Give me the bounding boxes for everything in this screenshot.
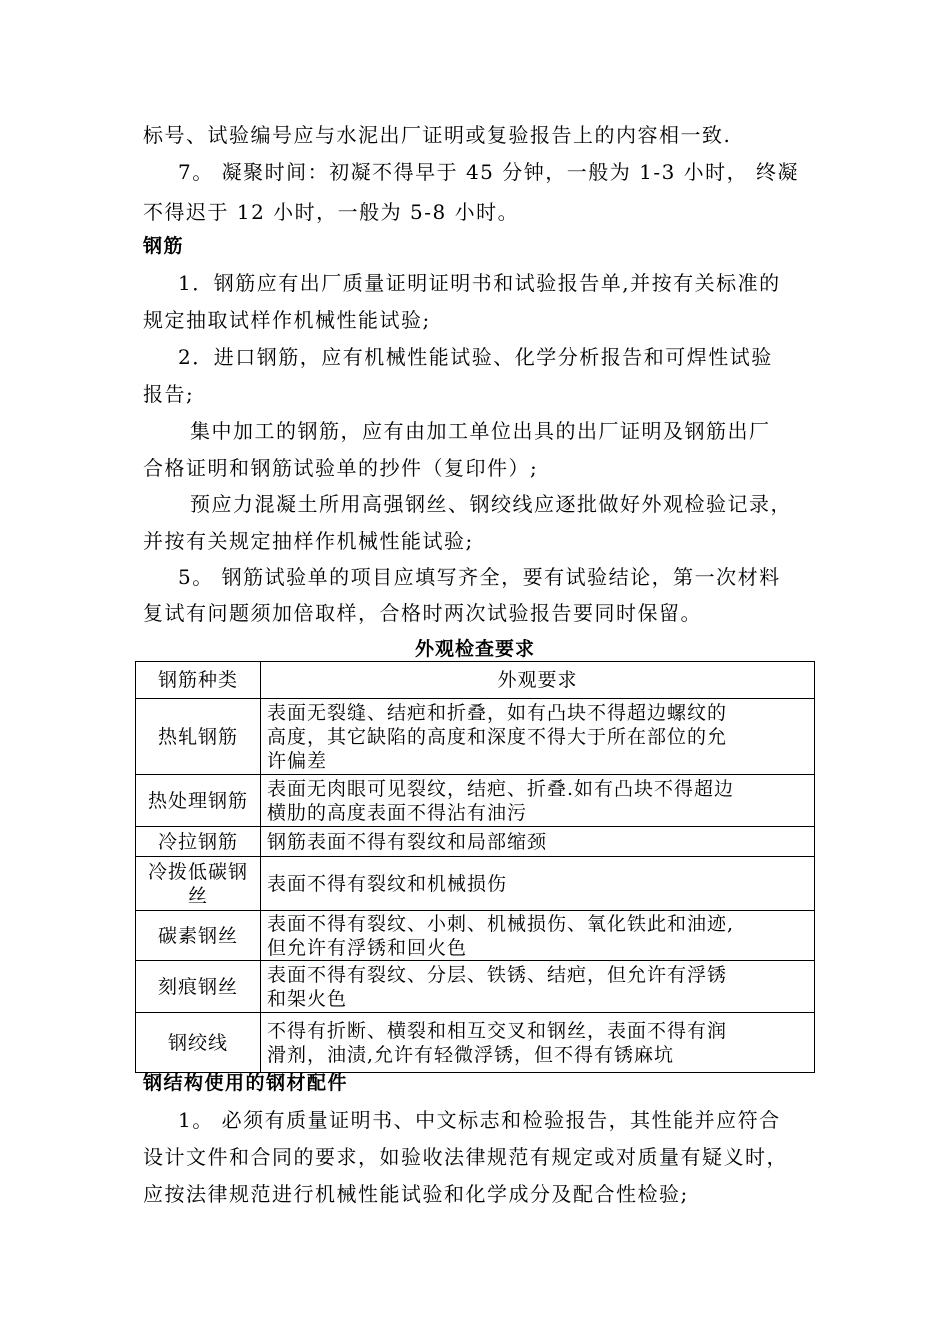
cell-line: 表面不得有裂纹和机械损伤	[267, 872, 508, 895]
requirement-cell	[261, 1013, 815, 1073]
cell-line: 热处理钢筋	[147, 789, 248, 812]
table-row	[136, 961, 815, 1013]
header-appearance-requirement: 外观要求	[261, 662, 815, 699]
rebar-type-cell	[136, 961, 261, 1013]
rebar-item-5-line: 5。 钢筋试验单的项目应填写齐全，要有试验结论，第一次材料	[178, 565, 781, 589]
rebar-type-cell	[136, 827, 261, 857]
cell-line: 许偏差	[267, 749, 328, 772]
requirement-cell	[261, 857, 815, 911]
header-rebar-type: 钢筋种类	[136, 662, 261, 699]
cell-line: 刻痕钢丝	[157, 975, 238, 998]
steel-item-1-line: 应按法律规范进行机械性能试验和化学成分及配合性检验;	[143, 1182, 689, 1206]
table-row	[136, 857, 815, 911]
rebar-item-4-line: 预应力混凝土所用高强钢丝、钢绞线应逐批做好外观检验记录，	[190, 492, 792, 516]
rebar-type-cell	[136, 775, 261, 827]
cell-line: 但允许有浮锈和回火色	[267, 936, 468, 959]
table-title: 外观检查要求	[414, 638, 535, 660]
cell-line: 表面不得有裂纹、小刺、机械损伤、氧化铁此和油迹,	[267, 912, 735, 935]
table-header-row	[136, 662, 815, 699]
section-heading-rebar: 钢筋	[143, 235, 185, 257]
rebar-item-4-line: 并按有关规定抽样作机械性能试验;	[143, 529, 474, 553]
table-row	[136, 827, 815, 857]
cement-item-7-line: 不得迟于 12 小时，一般为 5-8 小时。	[143, 200, 520, 224]
rebar-type-cell	[136, 857, 261, 911]
cell-line: 丝	[187, 884, 208, 907]
rebar-type-cell	[136, 911, 261, 961]
cell-line: 钢筋表面不得有裂纹和局部缩颈	[267, 830, 548, 853]
requirement-cell	[261, 699, 815, 775]
table-row	[136, 699, 815, 775]
steel-item-1-line: 设计文件和合同的要求，如验收法律规范有规定或对质量有疑义时，	[143, 1145, 788, 1169]
cell-line: 表面无裂缝、结疤和折叠，如有凸块不得超边螺纹的	[267, 701, 728, 724]
rebar-item-5-line: 复试有问题须加倍取样，合格时两次试验报告要同时保留。	[143, 601, 702, 625]
cell-line: 表面不得有裂纹、分层、铁锈、结疤，但允许有浮锈	[267, 963, 728, 986]
table-row	[136, 911, 815, 961]
requirement-cell	[261, 911, 815, 961]
table-row	[136, 775, 815, 827]
cell-line: 高度，其它缺陷的高度和深度不得大于所在部位的允	[267, 725, 728, 748]
rebar-item-2-line: 2．进口钢筋，应有机械性能试验、化学分析报告和可焊性试验	[178, 345, 773, 369]
cell-line: 钢绞线	[167, 1031, 228, 1054]
table-row	[136, 1013, 815, 1073]
rebar-item-2-line: 报告;	[143, 382, 195, 406]
cell-line: 滑剂，油渍,允许有轻微浮锈，但不得有锈麻坑	[267, 1043, 675, 1066]
cell-line: 表面无肉眼可见裂纹，结疤、折叠.如有凸块不得超边	[267, 777, 735, 800]
cell-line: 碳素钢丝	[157, 924, 238, 947]
rebar-item-1-line: 1．钢筋应有出厂质量证明证明书和试验报告单,并按有关标准的	[178, 271, 781, 295]
requirement-cell	[261, 827, 815, 857]
cell-line: 横肋的高度表面不得沾有油污	[267, 801, 528, 824]
rebar-item-1-line: 规定抽取试样作机械性能试验;	[143, 308, 431, 332]
rebar-item-3-line: 集中加工的钢筋，应有由加工单位出具的出厂证明及钢筋出厂	[190, 419, 771, 443]
requirement-cell	[261, 775, 815, 827]
cell-line: 热轧钢筋	[157, 725, 238, 748]
steel-item-1-line: 1。 必须有质量证明书、中文标志和检验报告，其性能并应符合	[178, 1108, 781, 1132]
rebar-type-cell	[136, 1013, 261, 1073]
rebar-item-3-line: 合格证明和钢筋试验单的抄件（复印件）;	[143, 456, 539, 480]
rebar-type-cell	[136, 699, 261, 775]
cell-line: 冷拉钢筋	[157, 830, 238, 853]
cell-line: 冷拨低碳钢	[147, 860, 248, 883]
cement-item-7-line: 7。 凝聚时间：初凝不得早于 45 分钟，一般为 1-3 小时， 终凝	[178, 160, 800, 184]
cell-line: 和架火色	[267, 987, 348, 1010]
requirement-cell	[261, 961, 815, 1013]
cell-line: 不得有折断、横裂和相互交叉和钢丝，表面不得有润	[267, 1019, 728, 1042]
section-heading-steel-structure: 钢结构使用的钢材配件	[143, 1072, 349, 1094]
cement-text-line: 标号、试验编号应与水泥出厂证明或复验报告上的内容相一致.	[143, 123, 732, 147]
appearance-requirements-table	[135, 661, 815, 1073]
